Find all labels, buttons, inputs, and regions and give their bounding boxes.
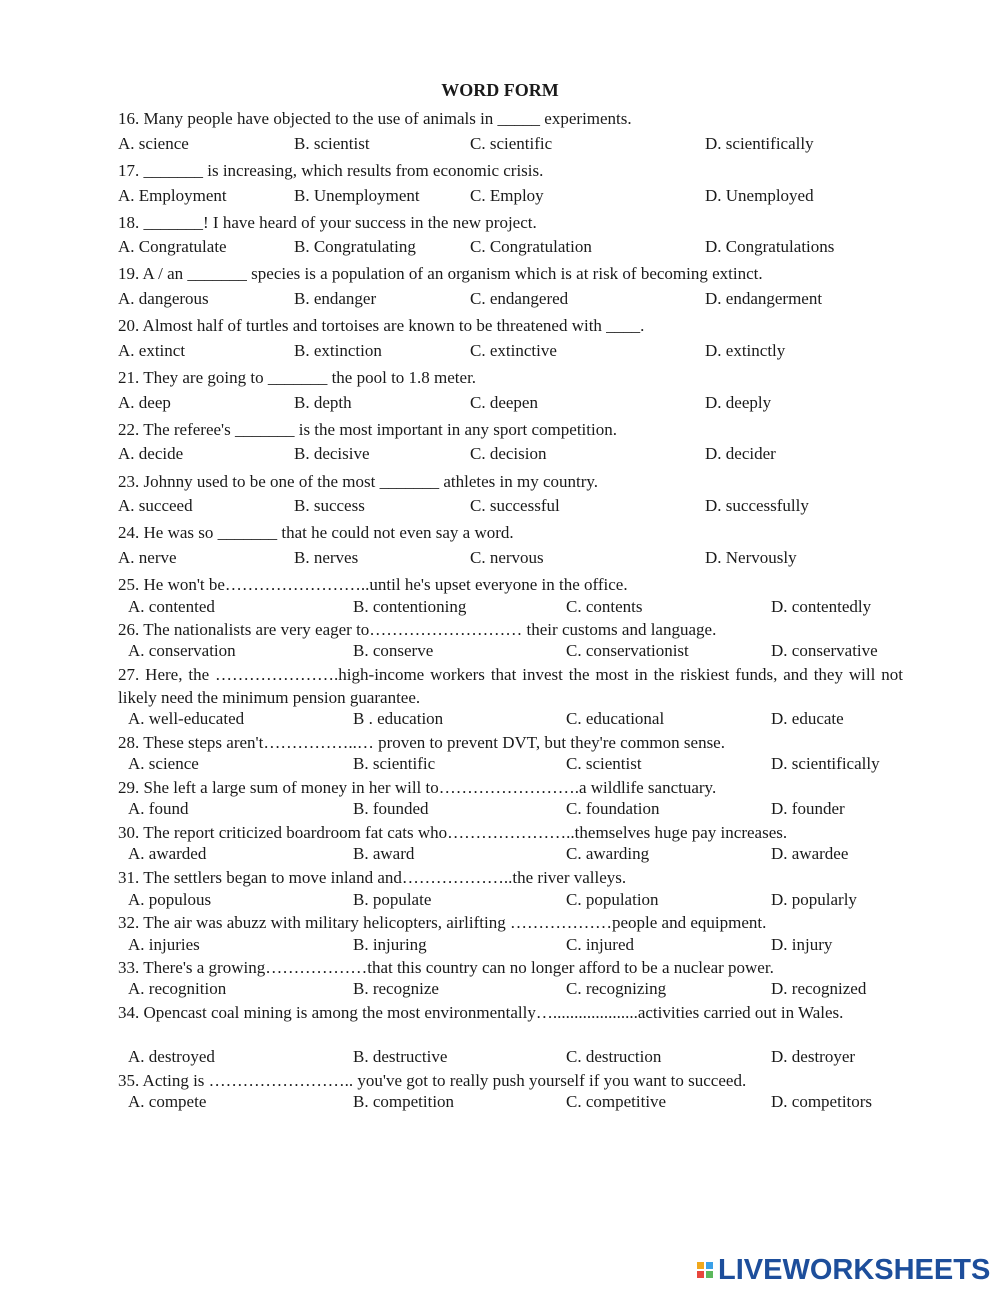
question-text: 22. The referee's _______ is the most important in any sport competition.: [118, 420, 617, 439]
answer-option[interactable]: C. foundation: [566, 799, 660, 818]
answer-option[interactable]: B. success: [294, 496, 365, 515]
answer-option[interactable]: C. deepen: [470, 393, 538, 412]
answer-options: [0, 978, 1000, 1000]
question-text: 29. She left a large sum of money in her will to…………………….a wildlife sanctuary.: [118, 778, 717, 797]
answer-option[interactable]: C. population: [566, 890, 659, 909]
answer-options: [0, 708, 1000, 730]
answer-option[interactable]: C. educational: [566, 709, 665, 728]
answer-options: [0, 798, 1000, 820]
answer-option[interactable]: A. extinct: [118, 341, 186, 360]
answer-option[interactable]: C. Congratulation: [470, 237, 592, 256]
answer-option[interactable]: A. recognition: [128, 979, 227, 998]
answer-option[interactable]: C. extinctive: [470, 341, 557, 360]
question-text: 31. The settlers began to move inland and………………..the river valleys.: [118, 868, 627, 887]
answer-option[interactable]: B . education: [353, 709, 444, 728]
answer-options: [0, 1091, 1000, 1113]
answer-option[interactable]: D. extinctly: [705, 341, 786, 360]
answer-option[interactable]: D. Nervously: [705, 548, 797, 567]
answer-option[interactable]: B. competition: [353, 1092, 455, 1111]
answer-options: [0, 288, 1000, 310]
question-text: 34. Opencast coal mining is among the most environmentally…....................activities carried out in Wales.: [118, 1003, 844, 1022]
answer-option[interactable]: B. recognize: [353, 979, 439, 998]
answer-option[interactable]: C. destruction: [566, 1047, 662, 1066]
answer-options: [0, 340, 1000, 362]
question-text: 27. Here, the ………………….high-income workers that invest the most in the riskiest funds, and they will not likely need the minimum pension guarantee.: [118, 665, 903, 707]
answer-option[interactable]: B. Congratulating: [294, 237, 416, 256]
answer-option[interactable]: C. scientist: [566, 754, 642, 773]
answer-option[interactable]: A. succeed: [118, 496, 193, 515]
answer-option[interactable]: D. popularly: [771, 890, 857, 909]
answer-options: [0, 133, 1000, 155]
answer-option[interactable]: C. injured: [566, 935, 634, 954]
answer-option[interactable]: A. science: [128, 754, 199, 773]
answer-option[interactable]: A. Congratulate: [118, 237, 227, 256]
answer-option[interactable]: B. contentioning: [353, 597, 467, 616]
answer-option[interactable]: C. competitive: [566, 1092, 667, 1111]
answer-option[interactable]: D. deeply: [705, 393, 772, 412]
answer-option[interactable]: A. dangerous: [118, 289, 209, 308]
answer-option[interactable]: C. successful: [470, 496, 560, 515]
answer-option[interactable]: A. science: [118, 134, 189, 153]
answer-option[interactable]: D. Congratulations: [705, 237, 835, 256]
answer-option[interactable]: A. compete: [128, 1092, 207, 1111]
answer-option[interactable]: D. competitors: [771, 1092, 873, 1111]
answer-option[interactable]: B. endanger: [294, 289, 377, 308]
answer-option[interactable]: A. nerve: [118, 548, 177, 567]
question-text: 17. _______ is increasing, which results from economic crisis.: [118, 161, 544, 180]
answer-option[interactable]: B. injuring: [353, 935, 427, 954]
question-text: 35. Acting is …………………….. you've got to really push yourself if you want to succeed.: [118, 1071, 747, 1090]
question-text: 30. The report criticized boardroom fat cats who…………………..themselves huge pay increases.: [118, 823, 788, 842]
answer-option[interactable]: C. Employ: [470, 186, 544, 205]
answer-option[interactable]: D. scientifically: [771, 754, 880, 773]
answer-option[interactable]: B. conserve: [353, 641, 434, 660]
answer-option[interactable]: B. decisive: [294, 444, 370, 463]
answer-option[interactable]: B. award: [353, 844, 415, 863]
answer-options: [0, 236, 1000, 258]
answer-option[interactable]: D. successfully: [705, 496, 809, 515]
answer-option[interactable]: D. conservative: [771, 641, 878, 660]
answer-option[interactable]: A. well-educated: [128, 709, 245, 728]
answer-option[interactable]: D. contentedly: [771, 597, 872, 616]
answer-options: [0, 889, 1000, 911]
answer-option[interactable]: B. depth: [294, 393, 352, 412]
answer-options: [0, 443, 1000, 465]
answer-option[interactable]: D. educate: [771, 709, 844, 728]
answer-options: [0, 753, 1000, 775]
answer-option[interactable]: A. awarded: [128, 844, 207, 863]
answer-option[interactable]: C. recognizing: [566, 979, 667, 998]
answer-option[interactable]: D. recognized: [771, 979, 867, 998]
question-text: 21. They are going to _______ the pool to 1.8 meter.: [118, 368, 477, 387]
answer-options: [0, 934, 1000, 956]
liveworksheets-logo: [697, 1252, 990, 1288]
answer-option[interactable]: B. destructive: [353, 1047, 448, 1066]
answer-option[interactable]: D. injury: [771, 935, 833, 954]
question-text: 28. These steps aren't……………..… proven to prevent DVT, but they're common sense.: [118, 733, 725, 752]
answer-option[interactable]: B. founded: [353, 799, 429, 818]
answer-option[interactable]: C. conservationist: [566, 641, 689, 660]
answer-option[interactable]: C. decision: [470, 444, 547, 463]
answer-option[interactable]: A. Employment: [118, 186, 227, 205]
answer-option[interactable]: C. endangered: [470, 289, 569, 308]
question-text: 33. There's a growing………………that this country can no longer afford to be a nuclear power.: [118, 958, 774, 977]
answer-option[interactable]: C. scientific: [470, 134, 553, 153]
question-text: 19. A / an _______ species is a population of an organism which is at risk of becoming extinct.: [118, 264, 763, 283]
page-title: WORD FORM: [441, 80, 559, 100]
answer-option[interactable]: A. destroyed: [128, 1047, 215, 1066]
answer-option[interactable]: D. Unemployed: [705, 186, 814, 205]
question-text: 23. Johnny used to be one of the most _______ athletes in my country.: [118, 472, 599, 491]
answer-option[interactable]: C. contents: [566, 597, 643, 616]
answer-options: [0, 185, 1000, 207]
answer-options: [0, 843, 1000, 865]
answer-option[interactable]: A. conservation: [128, 641, 236, 660]
answer-option[interactable]: A. found: [128, 799, 189, 818]
answer-option[interactable]: C. nervous: [470, 548, 544, 567]
answer-option[interactable]: D. destroyer: [771, 1047, 856, 1066]
answer-option[interactable]: A. injuries: [128, 935, 200, 954]
answer-options: [0, 495, 1000, 517]
answer-options: [0, 596, 1000, 618]
answer-option[interactable]: B. Unemployment: [294, 186, 420, 205]
answer-option[interactable]: A. decide: [118, 444, 184, 463]
answer-option[interactable]: C. awarding: [566, 844, 650, 863]
answer-options: [0, 392, 1000, 414]
answer-option[interactable]: B. scientist: [294, 134, 370, 153]
question-text: 24. He was so _______ that he could not even say a word.: [118, 523, 514, 542]
answer-option[interactable]: B. populate: [353, 890, 432, 909]
answer-option[interactable]: D. decider: [705, 444, 776, 463]
answer-options: [0, 547, 1000, 569]
liveworksheets-logo-icon: [697, 1262, 713, 1278]
answer-option[interactable]: A. deep: [118, 393, 171, 412]
question-text: 16. Many people have objected to the use of animals in _____ experiments.: [118, 109, 632, 128]
question-text: 26. The nationalists are very eager to……………………… their customs and language.: [118, 620, 717, 639]
answer-option[interactable]: D. awardee: [771, 844, 849, 863]
question-text: 20. Almost half of turtles and tortoises are known to be threatened with ____.: [118, 316, 645, 335]
answer-option[interactable]: D. founder: [771, 799, 845, 818]
answer-option[interactable]: B. scientific: [353, 754, 436, 773]
answer-option[interactable]: D. scientifically: [705, 134, 814, 153]
answer-option[interactable]: A. populous: [128, 890, 212, 909]
logo-text: LIVEWORKSHEETS: [718, 1253, 991, 1286]
answer-options: [0, 640, 1000, 662]
question-text: 32. The air was abuzz with military helicopters, airlifting ………………people and equipment.: [118, 913, 767, 932]
question-text: 18. _______! I have heard of your success in the new project.: [118, 213, 537, 232]
answer-option[interactable]: A. contented: [128, 597, 215, 616]
question-text: 25. He won't be……………………..until he's upset everyone in the office.: [118, 575, 628, 594]
answer-option[interactable]: B. extinction: [294, 341, 382, 360]
answer-option[interactable]: B. nerves: [294, 548, 359, 567]
answer-option[interactable]: D. endangerment: [705, 289, 823, 308]
answer-options: [0, 1046, 1000, 1068]
